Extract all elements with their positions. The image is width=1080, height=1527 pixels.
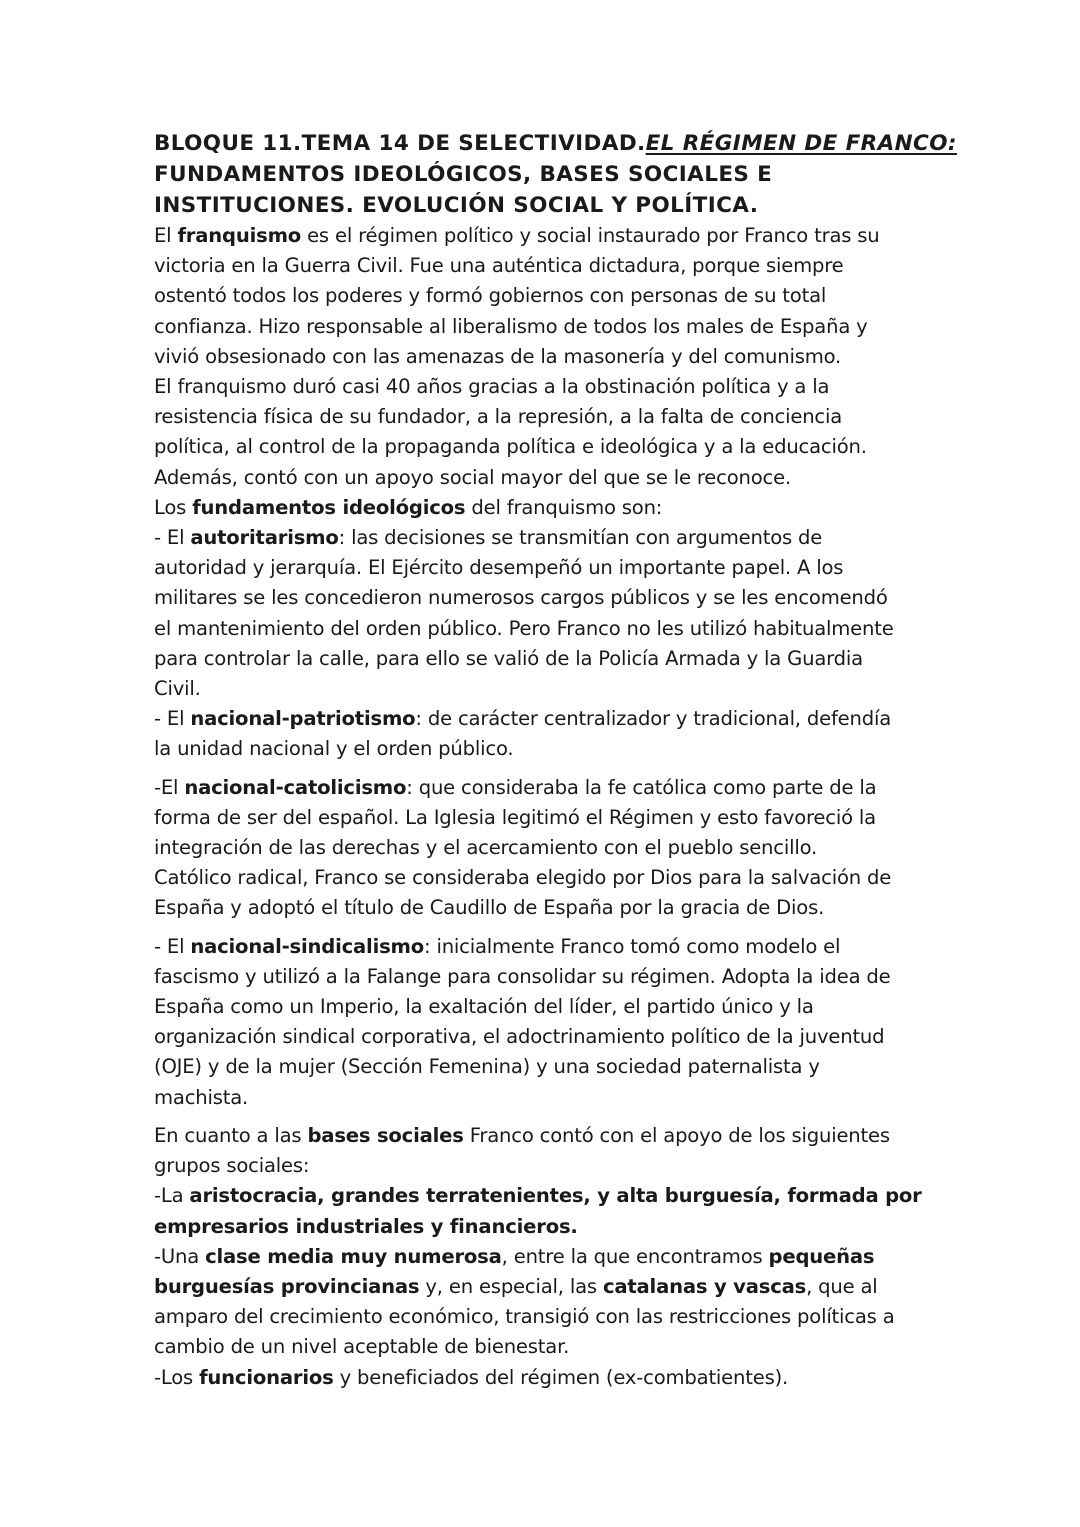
term-funcionarios: funcionarios <box>199 1365 334 1389</box>
duration-line-1: El franquismo duró casi 40 años gracias a la obstinación política y a la <box>154 375 830 399</box>
term-pequenas: pequeñas <box>768 1244 875 1268</box>
duration-paragraph <box>154 372 944 493</box>
aristocracia-line-1 <box>154 1181 944 1211</box>
clase-media-line-4: cambio de un nivel aceptable de bienestar. <box>154 1335 570 1359</box>
term-empresarios: empresarios industriales y financieros. <box>154 1214 578 1238</box>
clase-media-text: y, en especial, las <box>419 1274 603 1298</box>
list-dash: - El <box>154 707 191 731</box>
autoritarismo-line-2: autoridad y jerarquía. El Ejército desempeñó un importante papel. A los <box>154 556 844 580</box>
sindicalismo-line-1 <box>154 932 944 962</box>
clase-media-line-1 <box>154 1242 944 1272</box>
intro-text: es el régimen político y social instaurado por Franco tras su <box>301 224 880 247</box>
funcionarios-line <box>154 1363 944 1393</box>
patriotismo-text: : de carácter centralizador y tradicional, defendía <box>415 707 892 731</box>
fundamentos-text: del franquismo son: <box>465 495 663 519</box>
term-fundamentos-ideologicos: fundamentos ideológicos <box>192 495 466 519</box>
list-dash: - El <box>154 526 191 550</box>
duration-line-3: política, al control de la propaganda política e ideológica y a la educación. <box>154 435 867 459</box>
catolicismo-text: : que consideraba la fe católica como parte de la <box>406 775 877 799</box>
autoritarismo-line-4: el mantenimiento del orden público. Pero Franco no les utilizó habitualmente <box>154 616 894 640</box>
intro-line-1 <box>154 221 944 251</box>
autoritarismo-line-3: militares se les concedieron numerosos cargos públicos y se les encomendó <box>154 586 888 610</box>
clase-media-line-3: amparo del crecimiento económico, transigió con las restricciones políticas a <box>154 1305 895 1329</box>
fundamentos-line <box>154 493 944 523</box>
aristocracia-line-2 <box>154 1212 944 1242</box>
bases-text: Franco contó con el apoyo de los siguientes <box>463 1123 890 1147</box>
title-line-2: FUNDAMENTOS IDEOLÓGICOS, BASES SOCIALES E <box>154 162 773 187</box>
sindicalismo-text: : inicialmente Franco tomó como modelo el <box>424 934 841 958</box>
title-line-3: INSTITUCIONES. EVOLUCIÓN SOCIAL Y POLÍTICA. <box>154 193 759 218</box>
bases-line-2: grupos sociales: <box>154 1154 310 1178</box>
title-topic-start: EL RÉGIMEN DE FRANCO: <box>645 131 957 156</box>
term-franquismo: franquismo <box>177 224 302 247</box>
list-dash: -El <box>154 775 185 799</box>
term-nacional-catolicismo: nacional-catolicismo <box>184 775 407 799</box>
autoritarismo-line-5: para controlar la calle, para ello se valió de la Policía Armada y la Guardia <box>154 646 863 670</box>
bases-text: En cuanto a las <box>154 1123 308 1147</box>
document-page <box>154 128 957 1393</box>
term-nacional-sindicalismo: nacional-sindicalismo <box>190 934 425 958</box>
catolicismo-paragraph <box>154 773 944 924</box>
patriotismo-line-1 <box>154 704 944 734</box>
term-burguesias-provincianas: burguesías provincianas <box>154 1274 420 1298</box>
list-dash: -Los <box>154 1365 200 1389</box>
intro-text: El <box>154 224 178 247</box>
catolicismo-line-1 <box>154 773 944 803</box>
bases-line-1 <box>154 1121 944 1151</box>
autoritarismo-line-1 <box>154 523 944 553</box>
term-catalanas-vascas: catalanas y vascas <box>602 1274 807 1298</box>
list-dash: -La <box>154 1184 190 1208</box>
document-title <box>154 128 957 221</box>
term-aristocracia: aristocracia, grandes terratenientes, y alta burguesía, formada por <box>189 1184 922 1208</box>
sindicalismo-line-5: (OJE) y de la mujer (Sección Femenina) y una sociedad paternalista y <box>154 1055 820 1079</box>
bases-paragraph <box>154 1121 944 1393</box>
title-block-label: BLOQUE 11.TEMA 14 DE SELECTIVIDAD. <box>154 131 646 156</box>
duration-line-2: resistencia física de su fundador, a la represión, a la falta de conciencia <box>154 405 843 429</box>
autoritarismo-paragraph <box>154 523 944 704</box>
catolicismo-line-2: forma de ser del español. La Iglesia legitimó el Régimen y esto favoreció la <box>154 805 876 829</box>
duration-line-4: Además, contó con un apoyo social mayor del que se le reconoce. <box>154 465 791 489</box>
sindicalismo-paragraph <box>154 932 944 1113</box>
sindicalismo-line-2: fascismo y utilizó a la Falange para consolidar su régimen. Adopta la idea de <box>154 964 891 988</box>
fundamentos-text: Los <box>154 495 193 519</box>
autoritarismo-text: : las decisiones se transmitían con argumentos de <box>338 526 823 550</box>
fundamentos-heading <box>154 493 944 523</box>
term-nacional-patriotismo: nacional-patriotismo <box>190 707 416 731</box>
patriotismo-line-2: la unidad nacional y el orden público. <box>154 737 514 761</box>
term-bases-sociales: bases sociales <box>307 1123 464 1147</box>
sindicalismo-line-4: organización sindical corporativa, el adoctrinamiento político de la juventud <box>154 1025 885 1049</box>
autoritarismo-line-6: Civil. <box>154 677 201 701</box>
catolicismo-line-5: España y adoptó el título de Caudillo de España por la gracia de Dios. <box>154 896 825 920</box>
term-autoritarismo: autoritarismo <box>190 526 339 550</box>
intro-paragraph <box>154 221 944 372</box>
clase-media-text: , entre la que encontramos <box>501 1244 769 1268</box>
clase-media-text: , que al <box>806 1274 878 1298</box>
patriotismo-paragraph <box>154 704 944 764</box>
list-dash: -Una <box>154 1244 206 1268</box>
intro-line-3: ostentó todos los poderes y formó gobiernos con personas de su total <box>154 284 827 308</box>
intro-line-5: vivió obsesionado con las amenazas de la masonería y del comunismo. <box>154 344 842 368</box>
sindicalismo-line-6: machista. <box>154 1085 249 1109</box>
clase-media-line-2 <box>154 1272 944 1302</box>
list-dash: - El <box>154 934 191 958</box>
funcionarios-text: y beneficiados del régimen (ex-combatientes). <box>333 1365 789 1389</box>
title-line-1 <box>154 128 957 159</box>
catolicismo-line-4: Católico radical, Franco se consideraba elegido por Dios para la salvación de <box>154 866 892 890</box>
intro-line-4: confianza. Hizo responsable al liberalismo de todos los males de España y <box>154 314 868 338</box>
term-clase-media: clase media muy numerosa <box>205 1244 502 1268</box>
catolicismo-line-3: integración de las derechas y el acercamiento con el pueblo sencillo. <box>154 836 818 860</box>
intro-line-2: victoria en la Guerra Civil. Fue una auténtica dictadura, porque siempre <box>154 254 844 278</box>
sindicalismo-line-3: España como un Imperio, la exaltación del líder, el partido único y la <box>154 995 814 1019</box>
